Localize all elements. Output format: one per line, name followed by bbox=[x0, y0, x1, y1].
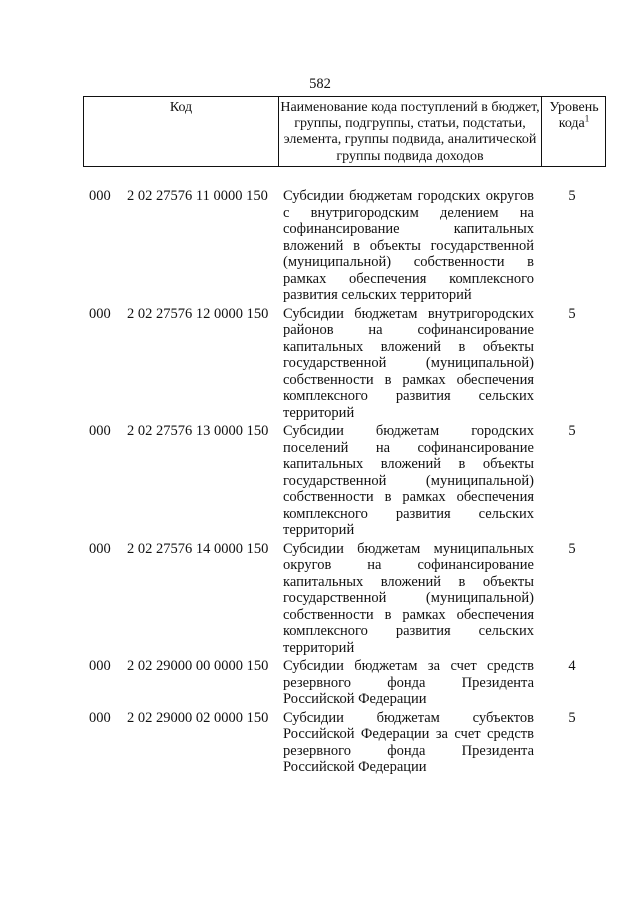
code-prefix: 000 bbox=[89, 658, 111, 674]
income-code: 2 02 27576 13 0000 150 bbox=[127, 423, 269, 439]
code-prefix: 000 bbox=[89, 709, 111, 726]
code-prefix: 000 bbox=[89, 305, 111, 322]
code-description: Субсидии бюджетам городских поселений на софинансирование капитальных вложений в объекты государственной (муниципальной) собственности в рамках обеспечения комплексного развития сельских территорий bbox=[283, 423, 534, 538]
code-level: 5 bbox=[568, 540, 576, 557]
table-row bbox=[0, 423, 640, 539]
footnote-marker: 1 bbox=[584, 113, 590, 124]
code-level: 5 bbox=[568, 423, 576, 439]
header-name: Наименование кода поступлений в бюджет, группы, подгруппы, статьи, подстатьи, элемента, группы подвида, аналитической группы подвида доходов bbox=[280, 100, 540, 164]
code-prefix: 000 bbox=[89, 423, 111, 439]
income-code: 2 02 29000 02 0000 150 bbox=[127, 709, 269, 726]
income-code: 2 02 27576 11 0000 150 bbox=[127, 188, 268, 204]
table-header bbox=[83, 96, 606, 167]
code-description: Субсидии бюджетам внутригородских районов на софинансирование капитальных вложений в объекты государственной (муниципальной) собственности в рамках обеспечения комплексного развития сельских территорий bbox=[283, 305, 534, 421]
table-row bbox=[0, 658, 640, 708]
code-prefix: 000 bbox=[89, 540, 111, 557]
header-level bbox=[542, 100, 606, 132]
page-number: 582 bbox=[309, 76, 331, 92]
code-level: 5 bbox=[568, 709, 576, 726]
table-body bbox=[0, 188, 640, 778]
table-row bbox=[0, 541, 640, 657]
table-row bbox=[0, 710, 640, 776]
code-description: Субсидии бюджетам городских округов с внутригородским делением на софинансирование капитальных вложений в объекты государственной (муниципальной) собственности в рамках обеспечения комплексного развития сельских территорий bbox=[283, 188, 534, 303]
code-description: Субсидии бюджетам субъектов Российской Федерации за счет средств резервного фонда Президента Российской Федерации bbox=[283, 709, 534, 775]
income-code: 2 02 27576 12 0000 150 bbox=[127, 305, 269, 322]
header-level-label: Уровень кода bbox=[549, 100, 599, 132]
income-code: 2 02 29000 00 0000 150 bbox=[127, 658, 269, 674]
header-code: Код bbox=[169, 100, 193, 115]
income-code: 2 02 27576 14 0000 150 bbox=[127, 540, 269, 557]
code-prefix: 000 bbox=[89, 188, 111, 204]
table-row bbox=[0, 188, 640, 304]
table-row bbox=[0, 306, 640, 422]
code-level: 4 bbox=[568, 658, 576, 674]
code-level: 5 bbox=[568, 305, 576, 322]
code-description: Субсидии бюджетам муниципальных округов на софинансирование капитальных вложений в объекты государственной (муниципальной) собственности в рамках обеспечения комплексного развития сельских территорий bbox=[283, 540, 534, 656]
code-level: 5 bbox=[568, 188, 576, 204]
code-description: Субсидии бюджетам за счет средств резервного фонда Президента Российской Федерации bbox=[283, 658, 534, 707]
